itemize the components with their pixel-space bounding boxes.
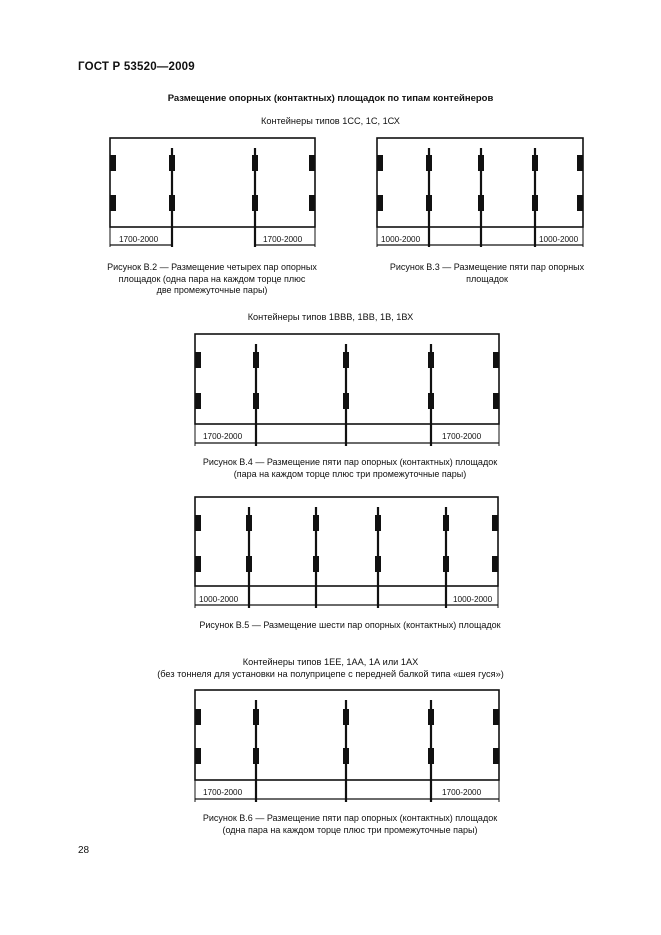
dimension-label-right: 1700-2000 <box>442 788 482 797</box>
group2-title: Контейнеры типов 1ВВВ, 1ВВ, 1В, 1ВХ <box>247 312 414 322</box>
dimension-label-left: 1700-2000 <box>203 788 243 797</box>
group1-title: Контейнеры типов 1СС, 1С, 1СХ <box>261 116 400 126</box>
figure-b3-caption: Рисунок В.3 — Размещение пяти пар опорных площадок <box>389 262 585 284</box>
dimension-label-right: 1000-2000 <box>539 235 579 244</box>
group3-title: Контейнеры типов 1EE, 1АА, 1А или 1АХ (без тоннеля для установки на полуприцепе с передней балкой типа «шея гуся») <box>157 657 504 679</box>
support-pad <box>343 709 349 725</box>
section-title: Размещение опорных (контактных) площадок по типам контейнеров <box>167 93 494 104</box>
support-pad <box>343 748 349 764</box>
support-pad <box>428 748 434 764</box>
dimension-label-left: 1000-2000 <box>381 235 421 244</box>
page-number: 28 <box>78 845 90 856</box>
figure-b2-caption: Рисунок В.2 — Размещение четырех пар опорных площадок (одна пара на каждом торце плюс две промежуточные пары) <box>107 262 317 295</box>
figure-b6-caption: Рисунок В.6 — Размещение пяти пар опорных (контактных) площадок (одна пара на каждом торце плюс три промежуточные пары) <box>202 813 498 835</box>
support-pad <box>253 748 259 764</box>
document-standard-header: ГОСТ Р 53520—2009 <box>78 61 195 73</box>
dimension-label-left: 1000-2000 <box>199 595 239 604</box>
dimension-label-right: 1000-2000 <box>453 595 493 604</box>
dimension-label-right: 1700-2000 <box>442 432 482 441</box>
support-pad <box>195 748 201 764</box>
support-pad <box>253 709 259 725</box>
dimension-label-right: 1700-2000 <box>263 235 303 244</box>
figure-b4-caption: Рисунок В.4 — Размещение пяти пар опорных (контактных) площадок (пара на каждом торце плюс три промежуточные пары) <box>202 457 498 479</box>
support-pad <box>195 709 201 725</box>
support-pad <box>428 709 434 725</box>
figure-b5-caption: Рисунок В.5 — Размещение шести пар опорных (контактных) площадок <box>199 620 501 630</box>
dimension-label-left: 1700-2000 <box>203 432 243 441</box>
support-pad <box>493 709 499 725</box>
dimension-label-left: 1700-2000 <box>119 235 159 244</box>
support-pad <box>493 748 499 764</box>
